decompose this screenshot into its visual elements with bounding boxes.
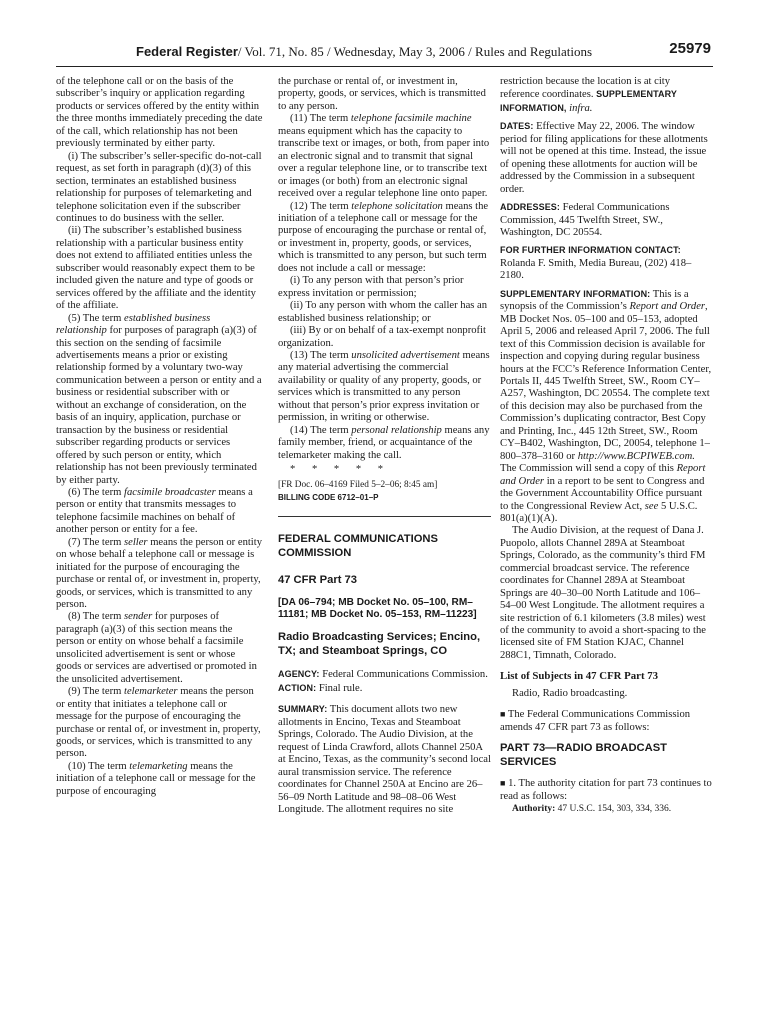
section-divider <box>278 516 491 517</box>
paragraph: (i) The subscriber’s seller-specific do-not-call request, as set forth in paragraph (d)(3) of this section, terminates an established business relationship for purposes of telemarketing and telephone solicitation even if the subscriber continues to do business with the seller. <box>56 150 262 224</box>
paragraph-definition: (5) The term established business relationship for purposes of paragraph (a)(3) of this section on the sending of facsimile advertisements means a prior or existing relationship formed by a voluntary two-way communication between a person or entity and a business or residential subscriber with or without an exchange of consideration, on the basis of an inquiry, application, purchase or transaction by the business or residential subscriber regarding products or services offered by such person or entity, which relationship has not been previously terminated by either party. <box>56 312 262 486</box>
part-heading: PART 73—RADIO BROADCAST SERVICES <box>500 742 667 768</box>
paragraph: of the telephone call or on the basis of the subscriber’s inquiry or application regarding products or services offered by the entity within the three months immediately preceding the date of the call, which relationship has not been previously terminated by either party. <box>56 76 263 150</box>
paragraph-definition: (12) The term telephone solicitation means the initiation of a telephone call or message for the purpose of encouraging the purchase or rental of, or investment in, property, goods, or services, which is transmitted to any person, but such term does not include a call or message: <box>278 200 489 274</box>
paragraph: (i) To any person with that person’s prior express invitation or permission; <box>278 275 464 299</box>
billing-code: BILLING CODE 6712–01–P <box>278 492 379 502</box>
paragraph-definition: (9) The term telemarketer means the person or entity that initiates a telephone call or message for the purpose of encouraging the purchase or rental of, or investment in, property, goods, or services, which is transmitted to any person. <box>56 686 261 760</box>
column-2 <box>278 76 491 816</box>
bullet-icon: ■ <box>500 709 506 720</box>
paragraph-definition: (7) The term seller means the person or entity on whose behalf a telephone call or message is initiated for the purpose of encouraging the purchase or rental of, or investment in, property, goods, or services, which is transmitted to any person. <box>56 536 262 611</box>
agency-line: AGENCY: Federal Communications Commission. <box>278 669 488 681</box>
paragraph: (ii) To any person with whom the caller has an established business relationship; or <box>278 300 488 324</box>
page-header <box>56 40 711 64</box>
contact-label: FOR FURTHER INFORMATION CONTACT: <box>500 245 681 256</box>
agency-heading: FEDERAL COMMUNICATIONS COMMISSION <box>278 533 438 559</box>
amendatory-paragraph: ■ The Federal Communications Commission amends 47 CFR part 73 as follows: <box>500 709 691 733</box>
issue-details: / Vol. 71, No. 85 / Wednesday, May 3, 2006 / Rules and Regulations <box>237 44 593 59</box>
paragraph-definition: (13) The term unsolicited advertisement means any material advertising the commercial availability or quality of any property, goods, or services which is transmitted to any person without that person’s prior express invitation or permission, in writing or otherwise. <box>278 349 490 424</box>
paragraph-definition: (10) The term telemarketing means the initiation of a telephone call or message for the purpose of encouraging <box>56 760 256 797</box>
addresses-paragraph: ADDRESSES: Federal Communications Commission, 445 Twelfth Street, SW., Washington, DC 20554. <box>500 202 670 238</box>
column-1 <box>56 76 263 798</box>
bullet-icon: ■ <box>500 778 506 789</box>
subject-heading: Radio Broadcasting Services; Encino, TX; and Steamboat Springs, CO <box>278 631 481 657</box>
column-3 <box>500 76 712 816</box>
ellipsis-stars: * * * * * <box>290 464 384 476</box>
dates-paragraph: DATES: Effective May 22, 2006. The window period for filing applications for these allotments will not be opened at this time. Instead, the issue of opening these allotments for auction will be addressed by the Commission in a subsequent order. <box>500 121 708 195</box>
header-rule <box>56 66 713 67</box>
journal-name: Federal Register <box>136 44 238 59</box>
docket-heading: [DA 06–794; MB Docket No. 05–100, RM–11181; MB Docket No. 05–153, RM–11223] <box>278 596 477 621</box>
summary-paragraph: SUMMARY: This document allots two new allotments in Encino, Texas and Steamboat Springs, Colorado. The Audio Division, at the request of Linda Crawford, allots Channel 250A at Encino, Texas, as the community’s second local aural transmission service. The reference coordinates for Channel 250A at Encino are 26–56–09 North Latitude and 98–08–06 West Longitude. The allotment requires no site <box>278 704 491 815</box>
amendatory-step: ■ 1. The authority citation for part 73 continues to read as follows: <box>500 778 712 802</box>
list-item: Radio, Radio broadcasting. <box>512 687 628 699</box>
paragraph-definition: (11) The term telephone facsimile machine means equipment which has the capacity to transcribe text or images, or both, from paper into an electronic signal and to transmit that signal over a regular telephone line, or to transcribe text or images (or both) from an electronic signal received over a regular telephone line onto paper. <box>278 113 490 200</box>
paragraph-definition: (6) The term facsimile broadcaster means a person or entity that transmits messages to telephone facsimile machines on behalf of another person or entity for a fee. <box>56 486 253 536</box>
paragraph: the purchase or rental of, or investment in, property, goods, or services, which is transmitted to any person. <box>278 76 486 112</box>
paragraph: (ii) The subscriber’s established business relationship with a particular business entity does not extend to affiliated entities unless the subscriber would reasonably expect them to be included given the nature and type of goods or services offered by the affiliate and the identity of the affiliate. <box>56 225 256 312</box>
supplementary-paragraph: SUPPLEMENTARY INFORMATION: This is a synopsis of the Commission’s Report and Order, MB Docket Nos. 05–100 and 05–153, adopted April 5, 2006 and released April 7, 2006. The full text of this Commission decision is available for inspection and copying during regular business hours at the FCC’s Reference Information Center, Portals II, 445 Twelfth Street, SW., Room CY–A257, Washington, DC 20554. The complete text of this decision may also be purchased from the Commission’s duplicating contractor, Best Copy and Printing, Inc., 445 12th Street, SW., Room CY–B402, Washington, DC, 20054, telephone 1–800–378–3160 or http://www.BCPIWEB.com. The Commission will send a copy of this Report and Order in a report to be sent to Congress and the Government Accountability Office pursuant to the Congressional Review Act, see 5 U.S.C. 801(a)(1)(A). <box>500 288 712 524</box>
contact-text: Rolanda F. Smith, Media Bureau, (202) 418–2180. <box>500 257 692 282</box>
bcpiweb-link: http://www.BCPIWEB.com. <box>577 450 695 462</box>
paragraph-definition: (14) The term personal relationship means any family member, friend, or acquaintance of the telemarketer making the call. <box>278 424 490 461</box>
authority-line: Authority: 47 U.S.C. 154, 303, 334, 336. <box>512 804 672 815</box>
cfr-heading: 47 CFR Part 73 <box>278 574 357 587</box>
page-number: 25979 <box>669 40 711 57</box>
paragraph-definition: (8) The term sender for purposes of paragraph (a)(3) of this section means the person or entity on whose behalf a facsimile unsolicited advertisement is sent or whose goods or services are advertised or promoted in the unsolicited advertisement. <box>56 611 257 685</box>
paragraph: restriction because the location is at city reference coordinates. SUPPLEMENTARY INFORMATION, infra. <box>500 76 677 114</box>
header-citation <box>136 44 592 60</box>
list-of-subjects-heading: List of Subjects in 47 CFR Part 73 <box>500 670 659 683</box>
fr-doc-line: [FR Doc. 06–4169 Filed 5–2–06; 8:45 am] <box>278 479 438 490</box>
action-line: ACTION: Final rule. <box>278 682 363 694</box>
paragraph: (iii) By or on behalf of a tax-exempt nonprofit organization. <box>278 325 486 349</box>
paragraph: The Audio Division, at the request of Dana J. Puopolo, allots Channel 289A at Steamboat Springs, Colorado, as the community’s third FM commercial broadcast service. The reference coordinates for Channel 289A at Steamboat Springs are 40–30–00 North Latitude and 106–54–00 West Longitude. The allotment requires a site restriction of 6.1 kilometers (3.8 miles) west of the community to avoid a short-spacing to the licensed site of FM Station KJAC, Channel 288C1, Timnath, Colorado. <box>500 525 706 661</box>
